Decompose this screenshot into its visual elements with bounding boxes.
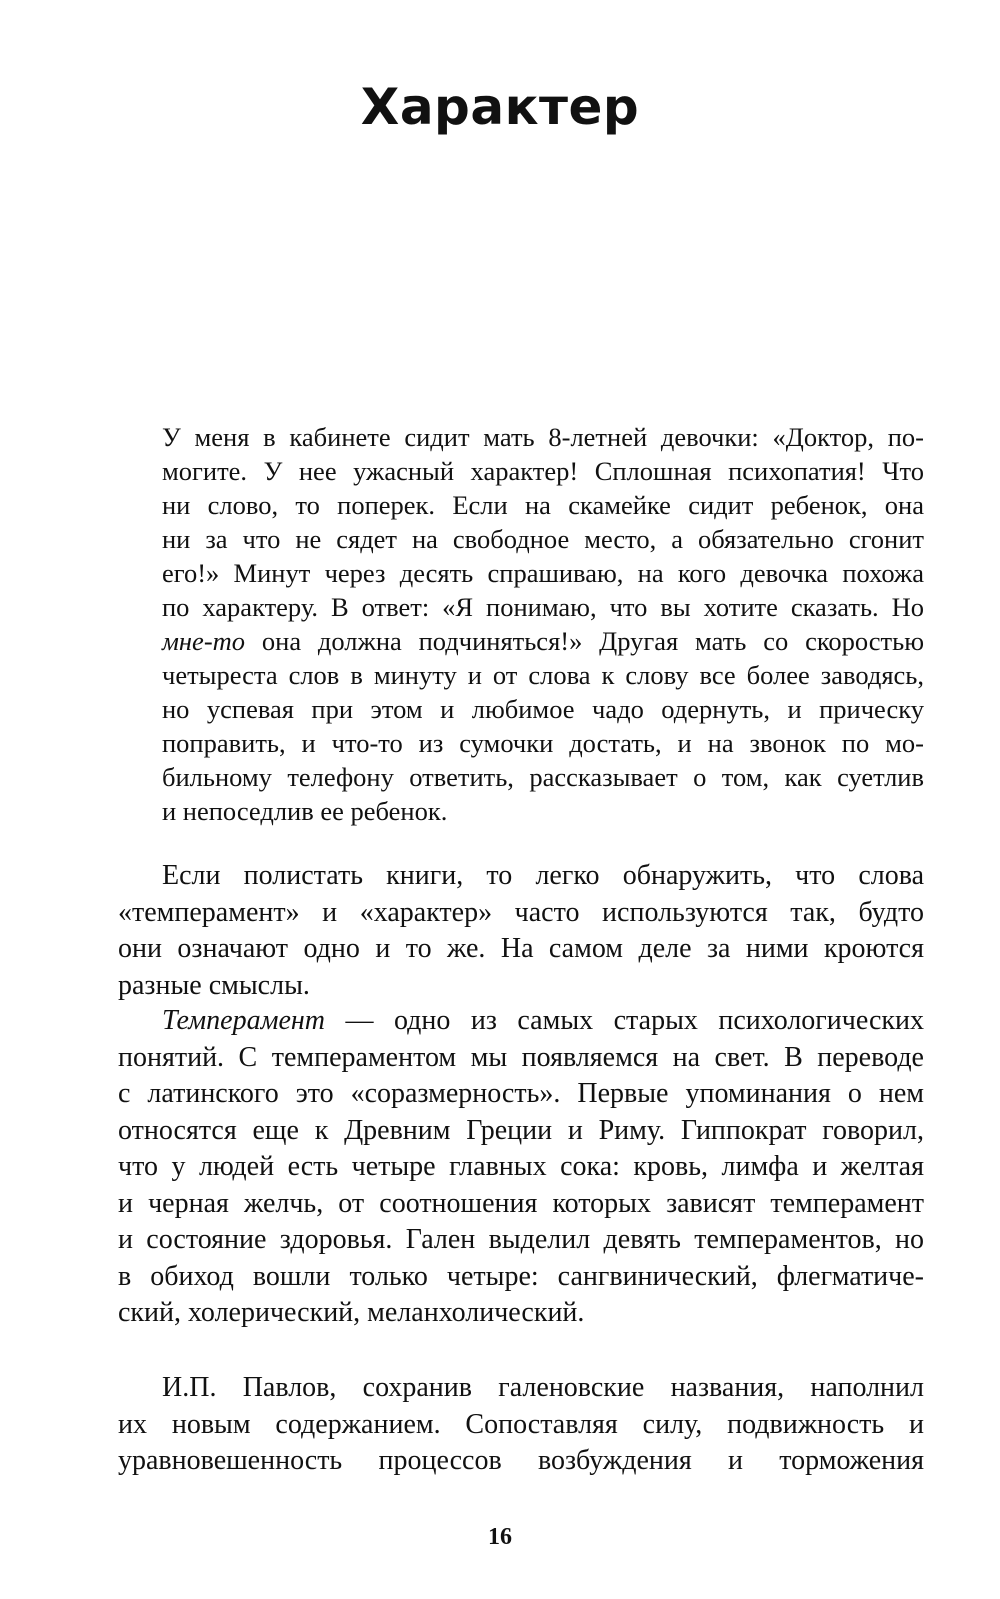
intro-line: и непоседлив ее ребенок. <box>162 796 448 826</box>
body-line: «темперамент» и «характер» часто используются так, будто <box>118 896 924 928</box>
italic-emphasis: мне-то <box>162 626 246 656</box>
intro-line: могите. У нее ужасный характер! Сплошная психопатия! Что <box>162 456 924 486</box>
body-line: что у людей есть четыре главных сока: кровь, лимфа и желтая <box>118 1151 924 1182</box>
body-line: в обиход вошли только четыре: сангвинический, флегматиче- <box>118 1260 924 1292</box>
body-paragraph <box>118 1003 924 1332</box>
intro-line: по характеру. В ответ: «Я понимаю, что вы хотите сказать. Но <box>162 592 924 622</box>
body-line: разные смыслы. <box>118 969 310 1001</box>
intro-paragraph <box>162 420 924 828</box>
body-line: и состояние здоровья. Гален выделил девять темпераментов, но <box>118 1224 924 1255</box>
body-line: относятся еще к Древним Греции и Риму. Гиппократ говорил, <box>118 1114 924 1146</box>
body-line: и черная желчь, от соотношения которых зависят темперамент <box>118 1187 924 1219</box>
intro-line: У меня в кабинете сидит мать 8-летней девочки: «Доктор, по- <box>162 422 924 452</box>
intro-line: поправить, и что-то из сумочки достать, и на звонок по мо- <box>162 728 924 758</box>
body-line: уравновешенность процессов возбуждения и торможения <box>118 1445 924 1476</box>
body-line: с латинского это «соразмерность». Первые упоминания о нем <box>118 1078 924 1109</box>
intro-line <box>162 624 924 658</box>
body-line: Если полистать книги, то легко обнаружить, что слова <box>162 860 924 891</box>
intro-line: ни за что не сядет на свободное место, а обязательно сгонит <box>162 524 924 554</box>
intro-line: его!» Минут через десять спрашиваю, на кого девочка похожа <box>162 558 924 588</box>
intro-line: четыреста слов в минуту и от слова к слову все более заводясь, <box>162 660 924 690</box>
page-number: 16 <box>488 1524 512 1550</box>
chapter-title: Характер <box>360 78 640 136</box>
body-line <box>118 1003 924 1040</box>
intro-line: ни слово, то поперек. Если на скамейке сидит ребенок, она <box>162 490 924 520</box>
body-line-text: — одно из самых старых психологических <box>325 1005 924 1036</box>
body-paragraph <box>118 1370 924 1480</box>
body-paragraph <box>118 858 924 1004</box>
intro-line: бильному телефону ответить, рассказывает о том, как суетлив <box>162 762 924 792</box>
body-line: они означают одно и то же. На самом деле за ними кроются <box>118 933 924 964</box>
body-line: ский, холерический, меланхолический. <box>118 1297 585 1328</box>
intro-line: но успевая при этом и любимое чадо одернуть, и прическу <box>162 694 924 724</box>
body-line: их новым содержанием. Сопоставляя силу, подвижность и <box>118 1408 924 1440</box>
body-line: понятий. С темпераментом мы появляемся на свет. В переводе <box>118 1041 924 1073</box>
intro-line-text: она должна подчиняться!» Другая мать со скоростью <box>245 626 924 656</box>
italic-term: Темперамент <box>162 1005 325 1036</box>
body-line: И.П. Павлов, сохранив галеновские названия, наполнил <box>162 1372 924 1403</box>
